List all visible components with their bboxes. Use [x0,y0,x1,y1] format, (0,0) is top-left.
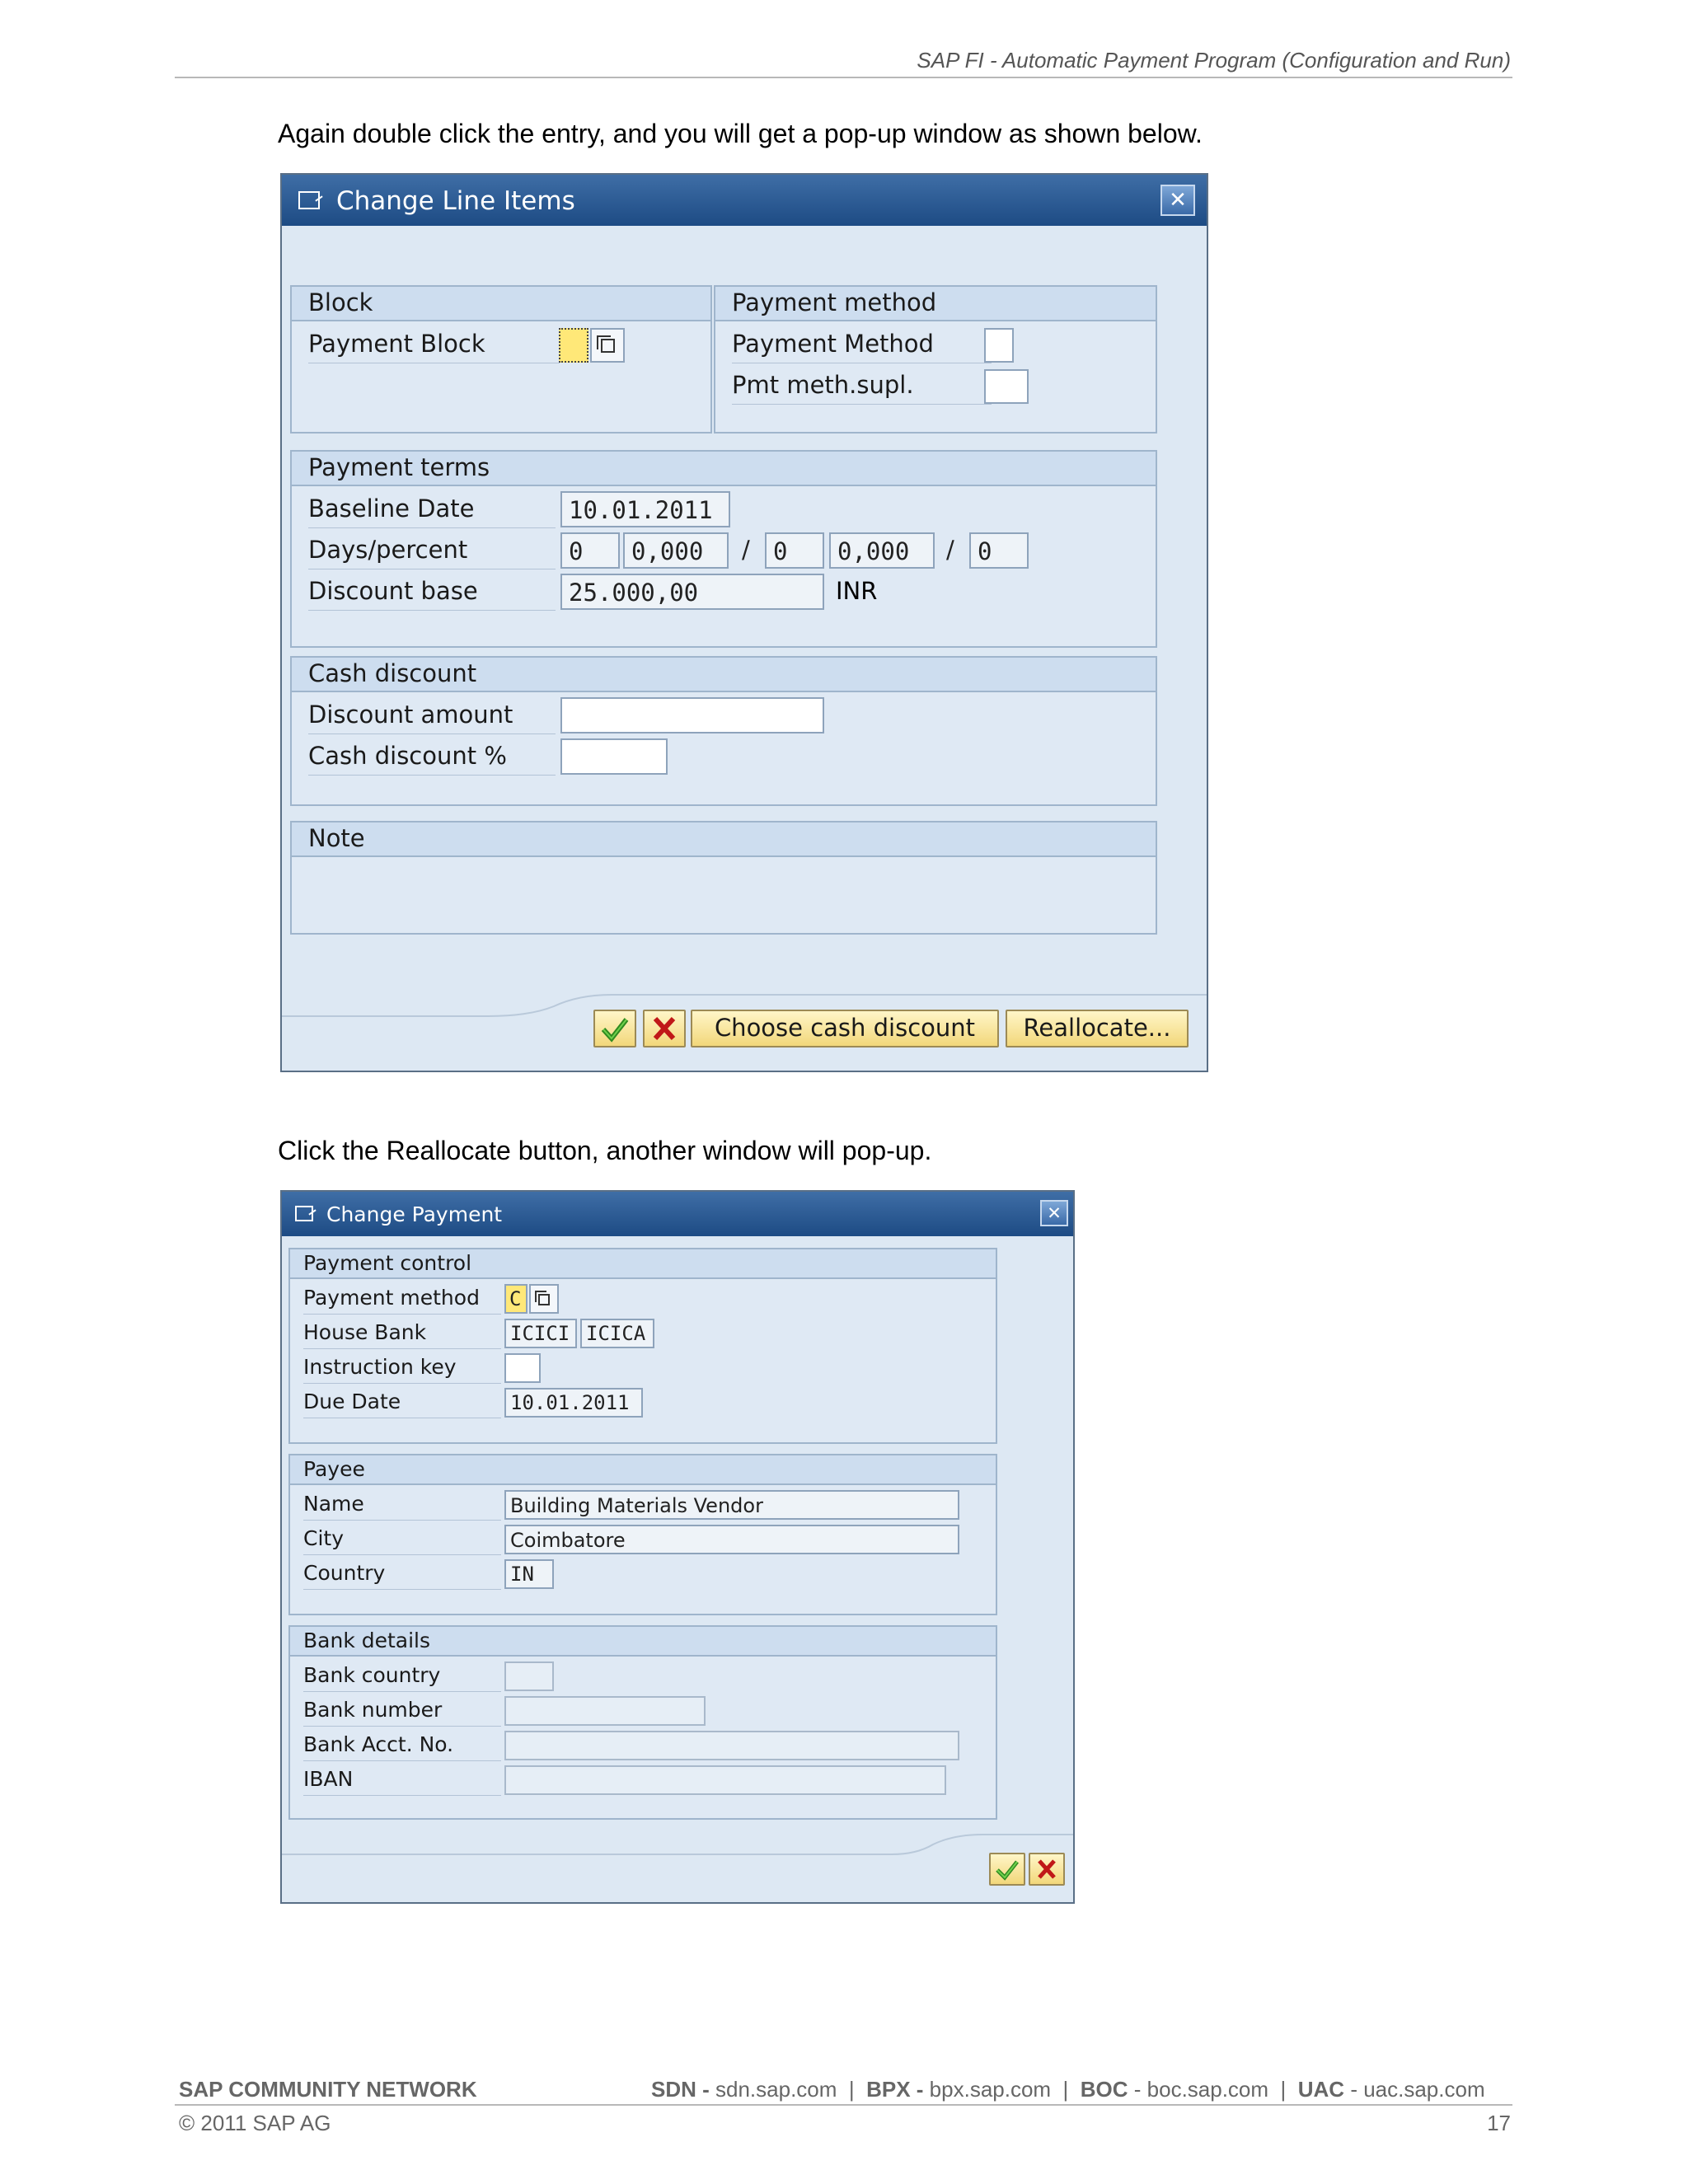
group-title: Payment method [732,288,937,316]
footer-network: SAP COMMUNITY NETWORK [179,2077,477,2102]
close-icon[interactable]: ✕ [1160,185,1195,216]
dialog-toolbar [282,991,1207,1071]
payment-method-label: Payment Method [732,330,992,363]
house-bank-field[interactable]: ICICI [504,1319,577,1348]
uac-label: UAC [1297,2077,1345,2102]
footer-separator: | [1280,2077,1287,2102]
note-group [290,821,1157,935]
change-line-items-dialog [280,173,1208,1072]
pmt-meth-supl-field[interactable] [984,369,1029,404]
payment-method-field[interactable] [984,328,1014,363]
days-percent-label: Days/percent [308,536,556,569]
due-date-field[interactable]: 10.01.2011 [504,1388,643,1418]
choose-cash-discount-button[interactable]: Choose cash discount [691,1010,999,1047]
close-icon[interactable]: ✕ [1040,1200,1068,1226]
payment-control-group [288,1248,997,1444]
days3-field[interactable]: 0 [969,532,1029,569]
slash-separator: / [946,536,954,564]
reallocate-button[interactable]: Reallocate... [1006,1010,1189,1047]
discount-amount-field[interactable] [560,697,824,733]
toolbar-curve [282,1831,1073,1902]
confirm-button[interactable] [989,1853,1025,1886]
discount-amount-label: Discount amount [308,701,556,734]
payee-group [288,1454,997,1615]
sdn-label: SDN - [651,2077,710,2102]
baseline-date-label: Baseline Date [308,494,556,528]
cash-discount-group [290,656,1157,806]
boc-label: BOC [1080,2077,1128,2102]
value-help-icon[interactable] [529,1284,559,1314]
footer-links [651,2077,1485,2102]
baseline-date-field[interactable]: 10.01.2011 [560,491,730,527]
group-title: Bank details [303,1629,431,1652]
payment-block-label: Payment Block [308,330,560,363]
house-bank-account-field[interactable]: ICICA [580,1319,654,1348]
sdn-link[interactable]: sdn.sap.com [715,2077,837,2102]
cancel-x-icon [1030,1854,1063,1884]
footer-separator: | [1062,2077,1069,2102]
cash-discount-pct-label: Cash discount % [308,742,556,776]
bank-details-group [288,1625,997,1820]
payment-method-label: Payment method [303,1286,501,1315]
cancel-button[interactable] [1029,1853,1065,1886]
footer-copyright: © 2011 SAP AG [179,2111,331,2135]
confirm-button[interactable] [593,1010,636,1047]
edit-window-icon [298,191,320,209]
due-date-label: Due Date [303,1390,501,1418]
page-number: 17 [1487,2111,1511,2135]
bank-country-label: Bank country [303,1663,501,1692]
dialog-title: Change Payment [326,1202,503,1226]
bank-number-label: Bank number [303,1698,501,1727]
instruction-key-label: Instruction key [303,1355,501,1384]
boc-link[interactable]: - boc.sap.com [1133,2077,1269,2102]
value-help-icon[interactable] [590,328,625,363]
check-icon [991,1854,1024,1884]
group-title: Cash discount [308,659,477,687]
bank-account-field[interactable] [504,1731,959,1760]
group-title: Block [308,288,373,316]
dialog-titlebar[interactable] [282,1192,1073,1236]
payment-method-group [714,285,1157,434]
uac-link[interactable]: - uac.sap.com [1350,2077,1485,2102]
group-title: Payment control [303,1251,472,1275]
payee-city-label: City [303,1526,501,1555]
slash-separator: / [742,536,750,564]
page-header: SAP FI - Automatic Payment Program (Configuration and Run) [917,48,1511,73]
payment-method-field[interactable]: C [504,1284,528,1314]
iban-label: IBAN [303,1767,501,1796]
dialog-toolbar [282,1831,1073,1902]
instruction-key-field[interactable] [504,1353,541,1383]
header-divider [175,77,1512,78]
intro-text: Again double click the entry, and you will get a pop-up window as shown below. [278,119,1203,148]
footer-divider [175,2104,1512,2106]
cancel-button[interactable] [643,1010,686,1047]
currency-label: INR [836,577,878,605]
footer-separator: | [848,2077,855,2102]
check-icon [595,1011,635,1046]
payee-country-label: Country [303,1561,501,1590]
payment-block-field[interactable] [559,328,588,363]
group-title: Payee [303,1457,365,1481]
payee-name-field[interactable]: Building Materials Vendor [504,1490,959,1520]
percent2-field[interactable]: 0,000 [829,532,935,569]
house-bank-label: House Bank [303,1320,501,1349]
change-payment-dialog [280,1190,1075,1904]
payee-country-field[interactable]: IN [504,1559,554,1589]
bpx-link[interactable]: bpx.sap.com [929,2077,1052,2102]
discount-base-label: Discount base [308,577,556,611]
cash-discount-pct-field[interactable] [560,738,668,775]
payee-city-field[interactable]: Coimbatore [504,1525,959,1554]
bpx-label: BPX - [866,2077,924,2102]
dialog-titlebar[interactable] [282,175,1207,226]
iban-field[interactable] [504,1765,946,1795]
group-title: Note [308,824,365,852]
days1-field[interactable]: 0 [560,532,620,569]
days2-field[interactable]: 0 [765,532,824,569]
discount-base-field[interactable]: 25.000,00 [560,574,824,610]
cancel-x-icon [645,1011,684,1046]
bank-country-field[interactable] [504,1661,554,1691]
edit-window-icon [295,1206,313,1221]
payment-terms-group [290,450,1157,648]
group-title: Payment terms [308,453,490,481]
dialog-title: Change Line Items [336,186,575,216]
pmt-meth-supl-label: Pmt meth.supl. [732,371,992,405]
block-group [290,285,712,434]
bank-number-field[interactable] [504,1696,706,1726]
middle-text: Click the Reallocate button, another window will pop-up. [278,1136,932,1165]
payee-name-label: Name [303,1492,501,1521]
bank-account-label: Bank Acct. No. [303,1732,501,1761]
percent1-field[interactable]: 0,000 [623,532,729,569]
